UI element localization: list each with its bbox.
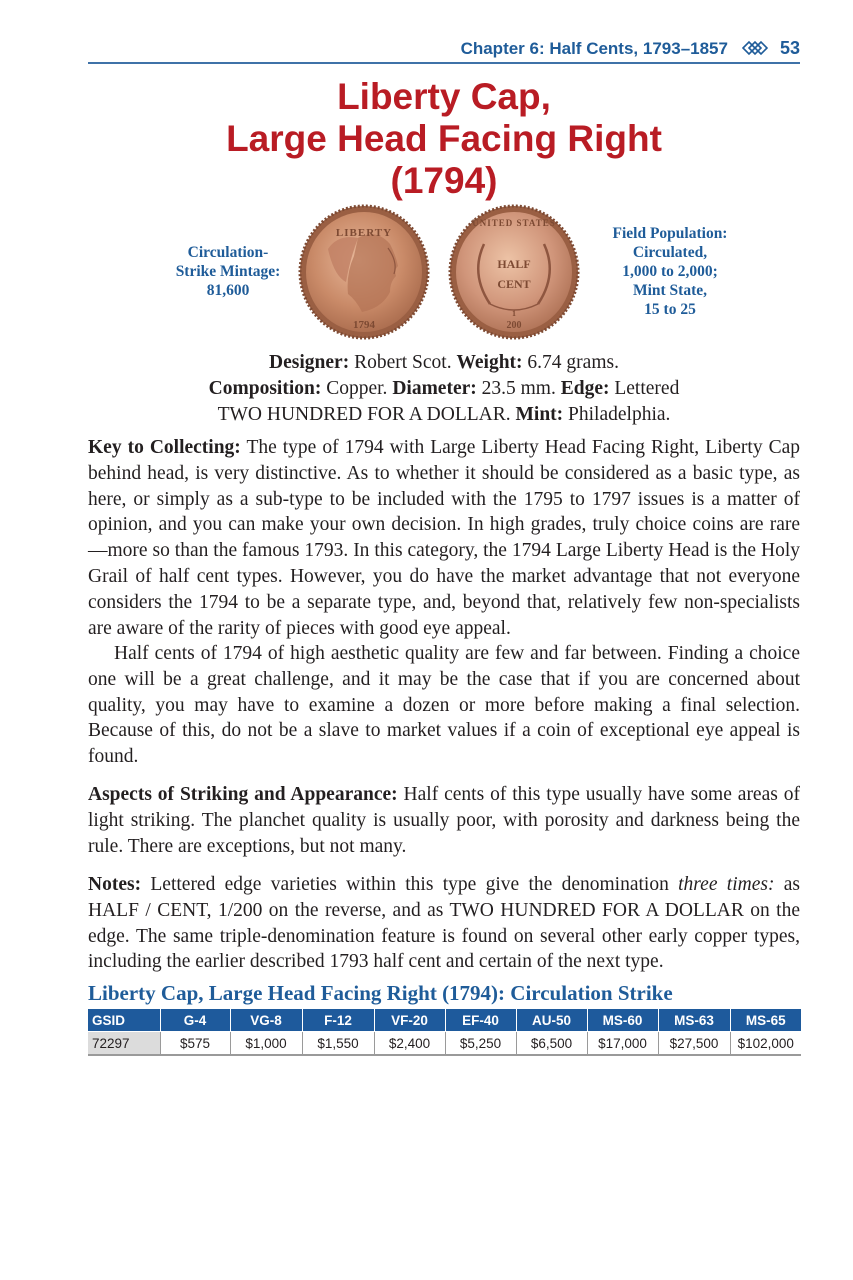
- notes-text-after: as HALF / CENT, 1/200 on the reverse, and as TWO HUNDRED FOR A DOLLAR on the edge. The same triple-denomination feature is found on several other early copper types, including the earlier described 1793 half cent and certain of the next type.: [88, 874, 801, 973]
- header-au-50: AU-50: [516, 1009, 587, 1032]
- table-row: [88, 1032, 801, 1056]
- notes-text-italic: three times:: [678, 874, 775, 895]
- field-pop-circulated-label: Circulated,: [632, 244, 708, 261]
- cell-ms-65: $102,000: [730, 1032, 801, 1056]
- specs-line-3: [88, 402, 800, 428]
- weight-value: 6.74 grams.: [522, 352, 619, 373]
- reverse-legend-top: UNITED STATES: [472, 218, 556, 228]
- cell-g-4: $575: [160, 1032, 230, 1056]
- mintage-value: 81,600: [206, 282, 250, 299]
- designer-label: Designer:: [269, 352, 350, 373]
- price-table: [88, 1009, 801, 1056]
- coin-specifications: [88, 350, 800, 428]
- obverse-date: 1794: [353, 319, 375, 331]
- cell-gsid: 72297: [88, 1032, 160, 1056]
- mintage-line-1: Circulation-: [187, 244, 269, 261]
- header-g-4: G-4: [160, 1009, 230, 1032]
- composition-label: Composition:: [208, 378, 322, 399]
- page-number: 53: [779, 38, 800, 58]
- cell-ms-63: $27,500: [658, 1032, 730, 1056]
- header-vg-8: VG-8: [230, 1009, 302, 1032]
- field-population-block: [596, 224, 744, 319]
- price-table-header-row: [88, 1009, 801, 1032]
- field-pop-circulated-value: 1,000 to 2,000;: [622, 263, 718, 280]
- section-title: [88, 76, 800, 202]
- coin-reverse-image: [448, 204, 580, 340]
- cell-vg-8: $1,000: [230, 1032, 302, 1056]
- running-head-text: [461, 38, 800, 61]
- chapter-title: Chapter 6: Half Cents, 1793–1857: [460, 39, 728, 58]
- obverse-legend: LIBERTY: [335, 227, 393, 239]
- header-ms-63: MS-63: [658, 1009, 730, 1032]
- key-to-collecting-paragraph: [88, 435, 800, 641]
- header-gsid: GSID: [88, 1009, 160, 1032]
- cell-vf-20: $2,400: [374, 1032, 445, 1056]
- header-ef-40: EF-40: [445, 1009, 516, 1032]
- specs-line-1: [88, 350, 800, 376]
- field-pop-ms-label: Mint State,: [632, 282, 708, 299]
- composition-value: Copper.: [321, 378, 393, 399]
- mintage-line-2: Strike Mintage:: [175, 263, 281, 280]
- mint-value: Philadelphia.: [563, 404, 671, 425]
- coin-obverse-image: [298, 204, 430, 340]
- header-f-12: F-12: [302, 1009, 374, 1032]
- edge-value: Lettered: [609, 378, 680, 399]
- mintage-block: [160, 243, 296, 300]
- header-vf-20: VF-20: [374, 1009, 445, 1032]
- key-to-collecting-paragraph-2: Half cents of 1794 of high aesthetic quality are few and far between. Finding a choice one will be a great challenge, and it may be the case that if you are concerned about quality, you may have to examine a dozen or more before making a final selection. Because of this, do not be a slave to market values if a coin of exceptional eye appeal is found.: [88, 643, 800, 768]
- key-to-collecting-label: Key to Collecting:: [88, 437, 241, 458]
- cell-ms-60: $17,000: [587, 1032, 658, 1056]
- title-line-2: Large Head Facing Right: [226, 118, 662, 159]
- cell-f-12: $1,550: [302, 1032, 374, 1056]
- diameter-label: Diameter:: [392, 378, 477, 399]
- mint-label: Mint:: [515, 404, 564, 425]
- weight-label: Weight:: [456, 352, 523, 373]
- notes-label: Notes:: [88, 874, 142, 895]
- notes-paragraph: [88, 872, 800, 975]
- reverse-center-half: HALF: [497, 257, 531, 271]
- running-head: [88, 36, 800, 64]
- cell-ef-40: $5,250: [445, 1032, 516, 1056]
- reverse-center-cent: CENT: [497, 277, 531, 291]
- notes-text-before: Lettered edge varieties within this type give the denomination: [141, 874, 679, 895]
- diameter-value: 23.5 mm.: [476, 378, 561, 399]
- field-pop-ms-value: 15 to 25: [644, 301, 696, 318]
- aspects-paragraph: [88, 782, 800, 859]
- price-table-title: Liberty Cap, Large Head Facing Right (1794): Circulation Strike: [88, 981, 673, 1005]
- edge-label: Edge:: [560, 378, 610, 399]
- specs-line-2: [88, 376, 800, 402]
- aspects-text: Half cents of this type usually have some areas of light striking. The planchet quality is usually poor, with porosity and darkness being the rule. There are exceptions, but not many.: [88, 784, 800, 857]
- header-ms-65: MS-65: [730, 1009, 801, 1032]
- title-line-3: (1794): [390, 160, 498, 201]
- header-ms-60: MS-60: [587, 1009, 658, 1032]
- edge-value-cont: TWO HUNDRED FOR A DOLLAR.: [217, 404, 516, 425]
- reverse-fraction-den: 200: [506, 320, 522, 331]
- diamond-knot-ornament-icon: [742, 40, 768, 61]
- designer-value: Robert Scot.: [349, 352, 457, 373]
- title-line-1: Liberty Cap,: [337, 76, 551, 117]
- cell-au-50: $6,500: [516, 1032, 587, 1056]
- field-pop-label: Field Population:: [612, 225, 728, 242]
- key-to-collecting-text: The type of 1794 with Large Liberty Head Facing Right, Liberty Cap behind head, is very distinctive. As to whether it should be considered as a basic type, as here, or simply as a sub-type to be included with the 1795 to 1797 issues is a matter of opinion, and you can make your own decision. In high grades, truly choice coins are rare—more so than the famous 1793. In this category, the 1794 Large Liberty Head is the Holy Grail of half cent types. However, you do have the market advantage that not everyone considers the 1794 to be a separate type, and, beyond that, relatively few non-specialists are aware of the rarity of pieces with good eye appeal.: [88, 437, 800, 639]
- reverse-fraction-num: 1: [512, 309, 516, 318]
- aspects-label: Aspects of Striking and Appearance:: [88, 784, 398, 805]
